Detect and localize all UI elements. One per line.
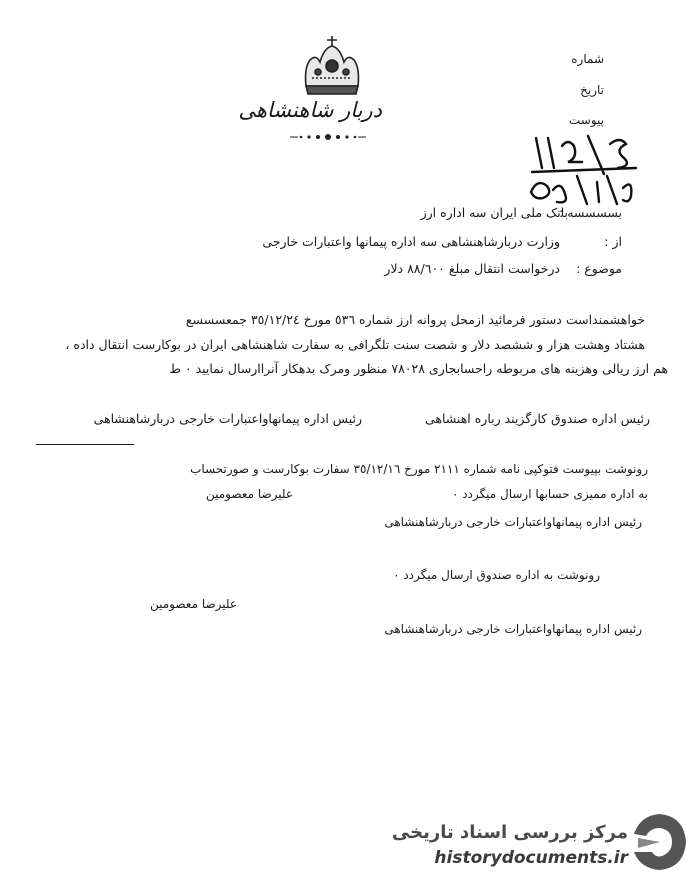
- number-label: شماره: [571, 52, 604, 66]
- signer-name: علیرضا معصومین: [150, 597, 238, 611]
- watermark-url: historydocuments.ir: [434, 848, 628, 868]
- signer-name: علیرضا معصومین: [206, 487, 294, 501]
- watermark-logo-icon: [630, 812, 688, 872]
- body-line: خواهشمنداست دستور فرمائید ازمحل پروانه ارز شماره ٥٣٦ مورخ ٣٥/١٢/٢٤ جمعسسسع: [185, 312, 645, 327]
- from-value: وزارت دربارشاهنشاهی سه اداره پیمانها واعتبارات خارجی: [262, 234, 560, 249]
- divider-line: [36, 444, 134, 445]
- court-letterhead-title: دربار شاهنشاهی: [238, 98, 382, 122]
- handwritten-date: [525, 170, 637, 210]
- recipient-label: بسسسسه :: [559, 205, 622, 220]
- copy-note-line: رونوشت بپیوست فتوکپی نامه شماره ٢١١١ مورخ ٣٥/١٢/١٦ سفارت بوکارست و صورتحساب: [190, 462, 648, 476]
- signer-title: رئیس اداره پیمانهاواعتبارات خارجی دربارشاهنشاهی: [384, 622, 642, 636]
- subject-label: موضوع :: [576, 261, 622, 276]
- body-line: هم ارز ریالی وهزینه های مربوطه راحسابجاری ٧٨٠٢٨ منظور ومرک بدهکار آنراارسال نمایید ٠ ط: [169, 361, 668, 376]
- body-line: هشتاد وهشت هزار و ششصد دلار و شصت سنت تلگرافی به سفارت شاهنشاهی ایران در بوکارست انتقال داده ،: [65, 337, 645, 352]
- copy-note-line: رونوشت به اداره صندوق ارسال میگردد ٠: [393, 568, 600, 582]
- signer-title: رئیس اداره پیمانهاواعتبارات خارجی دربارشاهنشاهی: [384, 515, 642, 529]
- from-label: از :: [604, 234, 622, 249]
- recipient-value: بانک ملی ایران سه اداره ارز: [420, 205, 568, 220]
- attachment-label: پیوست: [569, 113, 604, 127]
- subject-value: درخواست انتقال مبلغ ٨٨/٦٠٠ دلار: [384, 261, 560, 276]
- copy-note-line: به اداره ممیزی حسابها ارسال میگردد ٠: [451, 487, 648, 501]
- date-label: تاریخ: [580, 83, 604, 97]
- crown-emblem-icon: [296, 34, 368, 98]
- signature-title-treasury: رئیس اداره صندوق کارگزیند رباره اهنشاهی: [424, 411, 650, 426]
- ornament-flourish-icon: [288, 130, 368, 144]
- signature-title-foreign-credits: رئیس اداره پیمانهاواعتبارات خارجی دربارشاهنشاهی: [93, 411, 362, 426]
- watermark-title: مرکز بررسی اسناد تاریخی: [391, 822, 628, 843]
